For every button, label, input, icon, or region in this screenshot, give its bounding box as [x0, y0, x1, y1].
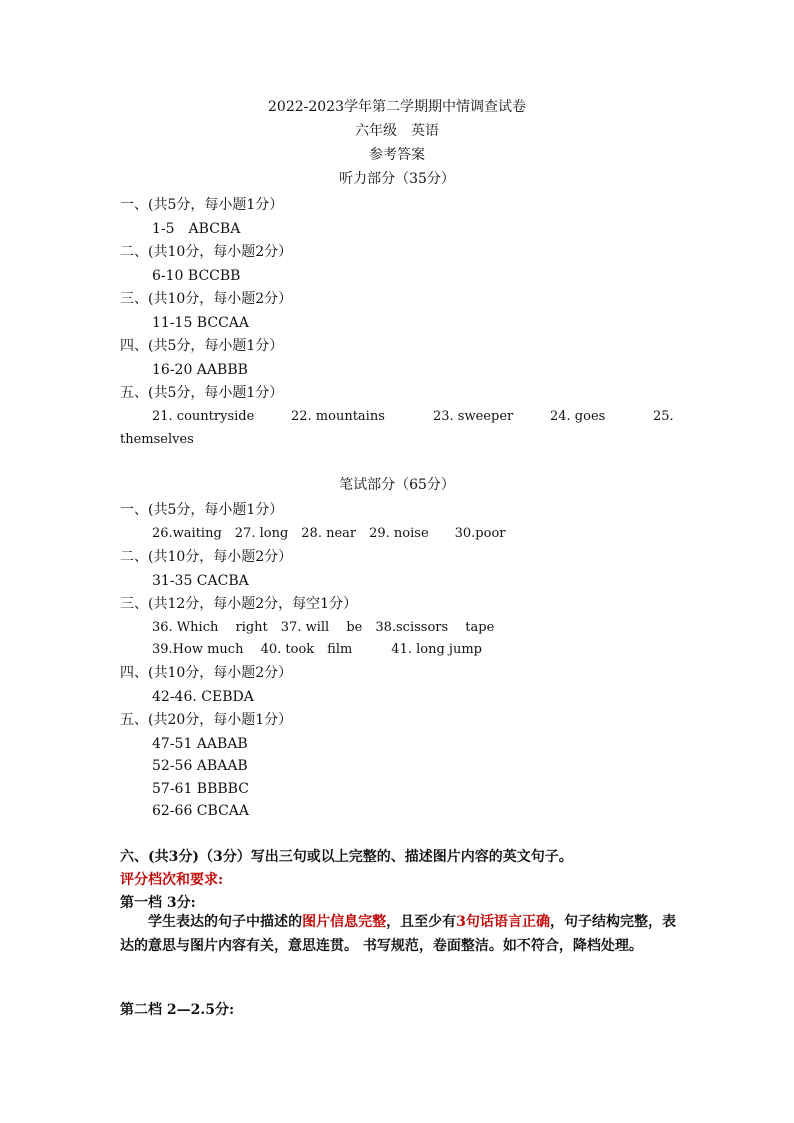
tier1-highlight-three-sentences: 3句话语言正确 [456, 914, 550, 930]
writing-q5-answers-line4: 62-66 CBCAA [152, 803, 250, 819]
listening-q1-heading: 一、(共5分，每小题1分） [120, 197, 284, 213]
writing-q4-answers: 42-46. CEBDA [152, 689, 254, 705]
writing-q5-answers-line1: 47-51 AABAB [152, 736, 248, 752]
listening-q5-heading: 五、(共5分，每小题1分） [120, 385, 284, 401]
writing-section-title: 笔试部分（65分） [339, 477, 455, 493]
listening-q5-answer-22: 22. mountains [291, 409, 385, 424]
listening-q3-answer: 11-15 BCCAA [152, 315, 250, 331]
listening-q3-heading: 三、(共10分，每小题2分） [120, 291, 293, 307]
writing-q5-heading: 五、(共20分，每小题1分） [120, 712, 293, 728]
tier1-text-b: ，且至少有 [386, 914, 457, 930]
writing-q2-heading: 二、(共10分，每小题2分） [120, 549, 293, 565]
grade-subject: 六年级 英语 [355, 123, 439, 139]
writing-q5-answers-line3: 57-61 BBBBC [152, 781, 249, 797]
answer-key-subtitle: 参考答案 [369, 147, 425, 163]
listening-section-title: 听力部分（35分） [339, 171, 455, 187]
tier1-description [120, 910, 676, 958]
writing-q4-heading: 四、(共10分，每小题2分） [120, 665, 293, 681]
exam-title: 2022-2023学年第二学期期中情调查试卷 [268, 99, 526, 115]
tier1-highlight-image-info: 图片信息完整 [302, 914, 387, 930]
listening-q5-answer-25: 25. [653, 409, 674, 424]
listening-q5-answer-25-continuation: themselves [120, 432, 194, 447]
writing-q1-answers: 26.waiting 27. long 28. near 29. noise 30.poor [152, 526, 506, 541]
tier1-text-a: 学生表达的句子中描述的 [148, 914, 303, 930]
listening-q2-answer: 6-10 BCCBB [152, 268, 241, 284]
listening-q4-heading: 四、(共5分，每小题1分） [120, 338, 284, 354]
tier2-label: 第二档 2—2.5分: [120, 1002, 235, 1018]
writing-q3-heading: 三、(共12分，每小题2分，每空1分） [120, 596, 358, 612]
writing-q1-heading: 一、(共5分，每小题1分） [120, 502, 284, 518]
writing-q3-answers-line2: 39.How much 40. took film 41. long jump [152, 642, 482, 657]
writing-q5-answers-line2: 52-56 ABAAB [152, 758, 248, 774]
section6-heading: 六、(共3分)（3分）写出三句或以上完整的、描述图片内容的英文句子。 [120, 849, 573, 865]
listening-q5-answer-24: 24. goes [550, 409, 606, 424]
listening-q1-answer: 1-5 ABCBA [152, 221, 241, 237]
listening-q4-answer: 16-20 AABBB [152, 362, 248, 378]
listening-q5-answer-21: 21. countryside [152, 409, 255, 424]
tier1-label: 第一档 3分: [120, 895, 196, 911]
listening-q5-answer-23: 23. sweeper [433, 409, 514, 424]
tier1-text-c: ，句子结构完整，表达的意思与图片内容有关，意思连贯。 书写规范，卷面整洁。如不符合，降档处理。 [120, 914, 677, 954]
writing-q2-answers: 31-35 CACBA [152, 573, 249, 589]
writing-q3-answers-line1: 36. Which right 37. will be 38.scissors tape [152, 620, 495, 635]
listening-q2-heading: 二、(共10分，每小题2分） [120, 244, 293, 260]
grading-criteria-label: 评分档次和要求: [120, 872, 224, 888]
